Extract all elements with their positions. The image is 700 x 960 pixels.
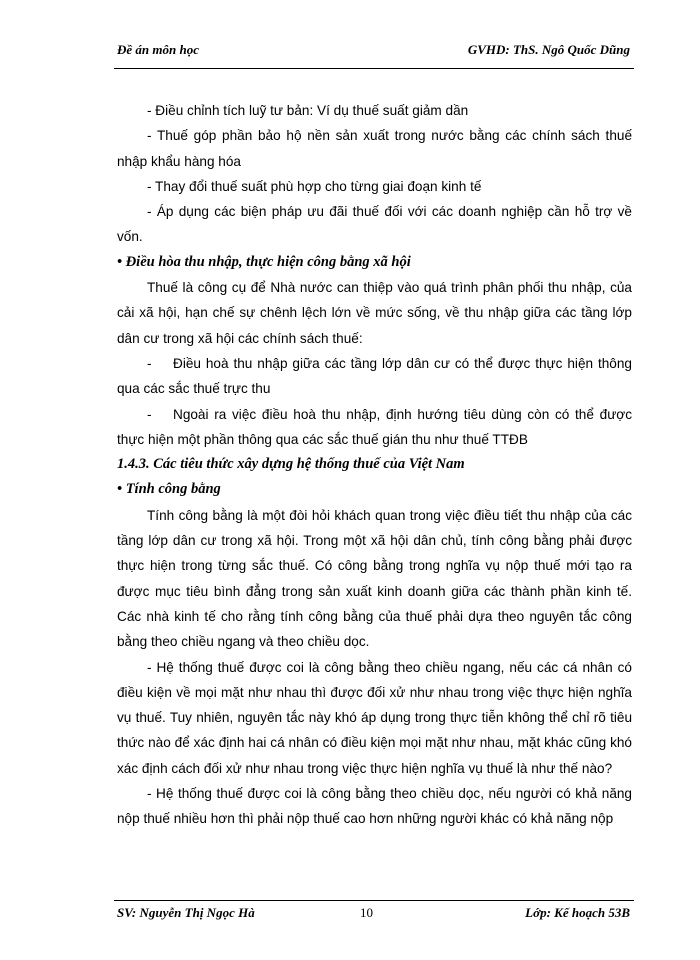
paragraph: - Thay đổi thuế suất phù hợp cho từng giai đoạn kinh tế [147,178,482,194]
footer-right: Lớp: Kế hoạch 53B [525,905,630,920]
dash-item [117,402,632,453]
paragraph: - Áp dụng các biện pháp ưu đãi thuế đối với các doanh nghiệp cần hỗ trợ về vốn. [117,204,632,245]
paragraph: Tính công bằng là một đòi hỏi khách quan trong việc điều tiết thu nhập của các tầng lớp dân cư trong xã hội. Trong một xã hội dân chủ, tính công bằng phải được thực hiện trong từng sắc thuế. Có công bằng trong nghĩa vụ nộp thuế mới tạo ra được mục tiêu bình đẳng trong sản xuất kinh doanh giữa các thành phần kinh tế. Các nhà kinh tế cho rằng tính công bằng của thuế phải dựa theo nguyên tắc công bằng theo chiều ngang và theo chiều dọc. [117,507,632,650]
footer-rule [114,900,634,901]
dash-item-text: Ngoài ra việc điều hoà thu nhập, định hướng tiêu dùng còn có thể được thực hiện một phần thông qua các sắc thuế gián thu như thuế TTĐB [117,406,632,447]
page-number: 10 [360,905,373,920]
paragraph: - Điều chỉnh tích luỹ tư bản: Ví dụ thuế suất giảm dần [147,103,469,118]
paragraph: Thuế là công cụ để Nhà nước can thiệp vào quá trình phân phối thu nhập, của cải xã hội, hạn chế sự chênh lệch lớn về mức sống, về thu nhập giữa các tầng lớp dân cư trong xã hội các chính sách thuế: [117,280,632,346]
header-rule [114,68,634,69]
bullet-heading: • Điều hòa thu nhập, thực hiện công bằng xã hội [117,253,411,270]
header-right: GVHD: ThS. Ngô Quốc Dũng [467,42,630,57]
paragraph: - Hệ thống thuế được coi là công bằng theo chiều dọc, nếu người có khả năng nộp thuế nhiều hơn thì phải nộp thuế cao hơn những người khác có khả năng nộp [117,786,632,827]
page-body [117,98,632,832]
section-heading: 1.4.3. Các tiêu thức xây dựng hệ thống thuế của Việt Nam [117,456,465,473]
paragraph: - Thuế góp phần bảo hộ nền sản xuất trong nước bằng các chính sách thuế nhập khẩu hàng hóa [117,128,632,169]
dash-item [117,351,632,402]
bullet-heading: • Tính công bằng [117,481,221,498]
dash-mark: - [147,406,152,422]
paragraph: - Hệ thống thuế được coi là công bằng theo chiều ngang, nếu các cá nhân có điều kiện về mọi mặt như nhau thì được đối xử như nhau trong việc thực hiện nghĩa vụ thuế. Tuy nhiên, nguyên tắc này khó áp dụng trong thực tiễn không thể chỉ rõ tiêu thức nào để xác định hai cá nhân có điều kiện mọi mặt như nhau, mặt khác cũng khó xác định cách đối xử như nhau trong việc thực hiện nghĩa vụ thuế là như thế nào? [117,659,632,776]
header-left: Đề án môn học [117,42,199,57]
footer-left: SV: Nguyễn Thị Ngọc Hà [117,905,255,920]
dash-item-text: Điều hoà thu nhập giữa các tầng lớp dân cư có thể được thực hiện thông qua các sắc thuế trực thu [117,355,632,397]
dash-mark: - [147,355,152,371]
